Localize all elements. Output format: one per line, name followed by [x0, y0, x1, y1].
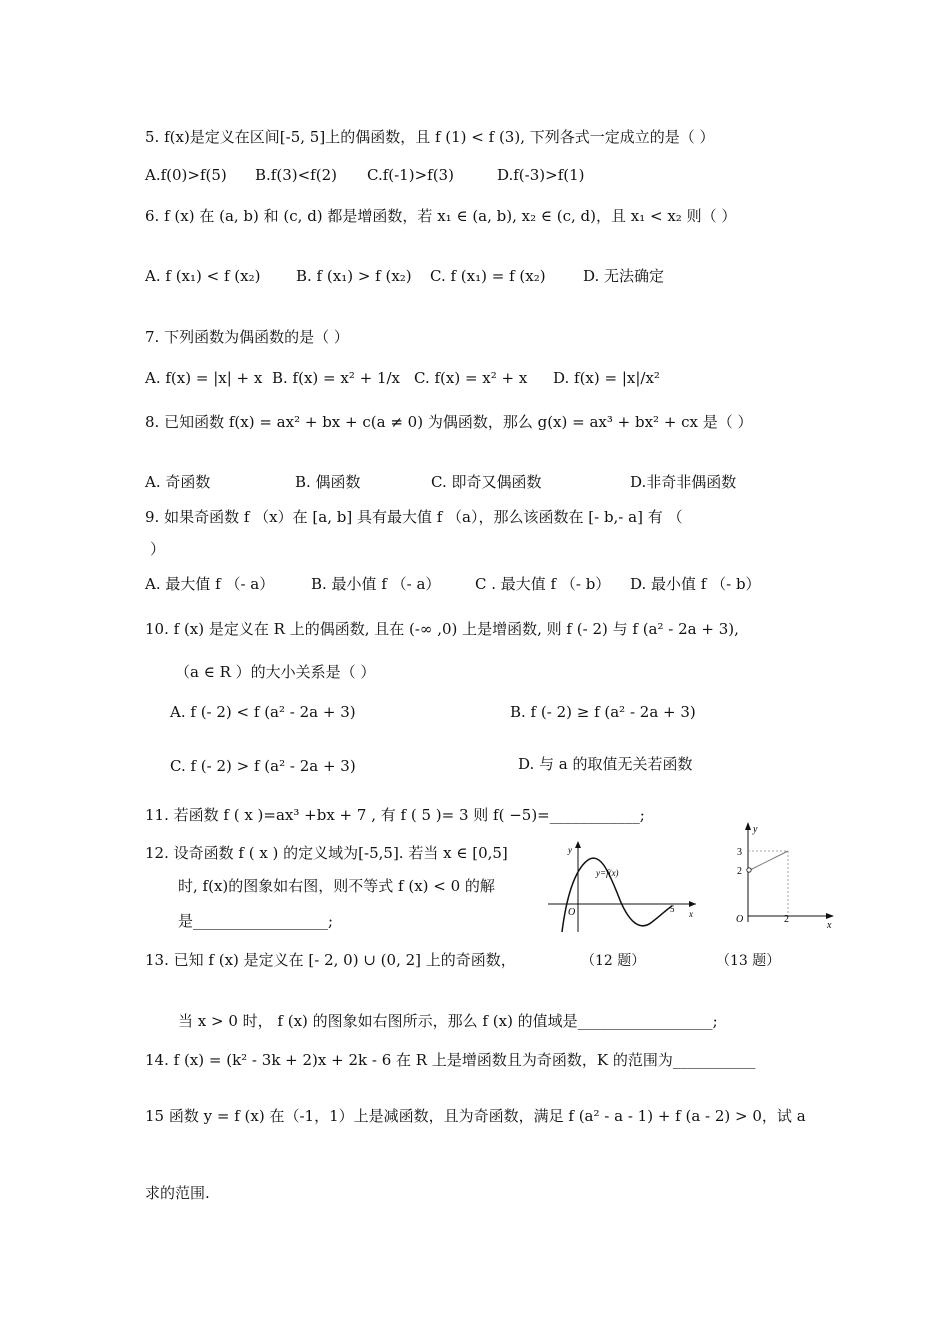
q10-option-a: A. f (- 2) < f (a² - 2a + 3) — [170, 703, 356, 721]
q5-stem: 5. f(x)是定义在区间[-5, 5]上的偶函数，且 f (1) < f (3), 下列各式一定成立的是（ ） — [145, 128, 715, 146]
q12-graph — [548, 840, 698, 935]
q8-option-b: B. 偶函数 — [295, 473, 361, 491]
q9-option-d: D. 最小值 f （- b） — [630, 575, 761, 593]
q15-stem-cont: 求的范围. — [145, 1184, 210, 1202]
q14-stem: 14. f (x) = (k² - 3k + 2)x + 2k - 6 在 R 上是增函数且为奇函数，K 的范围为___________ — [145, 1051, 756, 1069]
q6-option-d: D. 无法确定 — [583, 267, 665, 285]
q13-stem: 13. 已知 f (x) 是定义在 [- 2, 0) ∪ (0, 2] 上的奇函数， — [145, 951, 516, 969]
q9-option-c: C . 最大值 f （- b） — [475, 575, 611, 593]
q7-option-b: B. f(x) = x² + 1/x — [272, 369, 401, 387]
q9-option-b: B. 最小值 f （- a） — [311, 575, 441, 593]
q5-option-b: B.f(3)<f(2) — [255, 166, 337, 184]
q7-option-c: C. f(x) = x² + x — [414, 369, 528, 387]
q12-stem-cont: 时, f(x)的图象如右图，则不等式 f (x) < 0 的解 — [178, 877, 495, 895]
q5-option-c: C.f(-1)>f(3) — [367, 166, 454, 184]
q10-stem-cont: （a ∈ R ）的大小关系是（ ） — [175, 663, 376, 681]
q12-x-label: x — [689, 909, 693, 919]
q10-option-c: C. f (- 2) > f (a² - 2a + 3) — [170, 757, 356, 775]
q12-stem: 12. 设奇函数 f ( x ) 的定义域为[-5,5]. 若当 x ∈ [0,5] — [145, 844, 508, 862]
q13-y-label: y — [753, 824, 758, 835]
q13-x-label: x — [827, 920, 832, 928]
q9-stem-cont: ） — [150, 540, 166, 558]
q13-origin: O — [736, 914, 744, 925]
q15-stem: 15 函数 y = f (x) 在（-1，1）上是减函数，且为奇函数，满足 f (a² - a - 1) + f (a - 2) > 0，试 a — [145, 1107, 806, 1125]
q8-option-a: A. 奇函数 — [145, 473, 211, 491]
q6-option-b: B. f (x₁) > f (x₂) — [296, 267, 412, 285]
q13-caption: （13 题） — [716, 953, 781, 969]
q9-stem: 9. 如果奇函数 f （x）在 [a, b] 具有最大值 f （a），那么该函数在 [- b,- a] 有 （ — [145, 508, 683, 526]
q13-segment — [750, 851, 788, 870]
q12-curve-label: y=f(x) — [596, 868, 619, 878]
q10-stem: 10. f (x) 是定义在 R 上的偶函数, 且在 (-∞ ,0) 上是增函数, 则 f (- 2) 与 f (a² - 2a + 3), — [145, 620, 739, 638]
q12-origin: O — [568, 907, 576, 918]
q13-tick-2: 2 — [737, 866, 742, 877]
q13-tick-3: 3 — [737, 847, 742, 858]
q5-option-d: D.f(-3)>f(1) — [497, 166, 585, 184]
q13-stem-cont: 当 x > 0 时， f (x) 的图象如右图所示，那么 f (x) 的值域是__________________; — [178, 1012, 718, 1030]
q12-y-label: y — [568, 845, 572, 855]
q5-option-a: A.f(0)>f(5) — [145, 166, 227, 184]
q13-open-point — [747, 868, 751, 872]
q12-tick-5: 5 — [670, 904, 675, 914]
q6-option-a: A. f (x₁) < f (x₂) — [145, 267, 261, 285]
q10-option-d: D. 与 a 的取值无关若函数 — [518, 755, 693, 773]
q13-graph — [728, 818, 838, 928]
q12-answer-blank: 是__________________; — [178, 912, 334, 930]
q13-x-tick-2: 2 — [784, 914, 789, 925]
q9-option-a: A. 最大值 f （- a） — [145, 575, 275, 593]
q6-option-c: C. f (x₁) = f (x₂) — [430, 267, 546, 285]
q11-stem: 11. 若函数 f ( x )=ax³ +bx + 7 , 有 f ( 5 )= 3 则 f( −5)=____________; — [145, 806, 645, 824]
q8-option-d: D.非奇非偶函数 — [630, 473, 737, 491]
q8-stem: 8. 已知函数 f(x) = ax² + bx + c(a ≠ 0) 为偶函数，那么 g(x) = ax³ + bx² + cx 是（ ） — [145, 413, 753, 431]
q7-option-a: A. f(x) = |x| + x — [145, 369, 263, 387]
q6-stem: 6. f (x) 在 (a, b) 和 (c, d) 都是增函数，若 x₁ ∈ (a, b), x₂ ∈ (c, d)，且 x₁ < x₂ 则（ ） — [145, 207, 737, 225]
q12-caption: （12 题） — [581, 953, 646, 969]
q7-option-d: D. f(x) = |x|/x² — [553, 369, 660, 387]
q8-option-c: C. 即奇又偶函数 — [431, 473, 542, 491]
q10-option-b: B. f (- 2) ≥ f (a² - 2a + 3) — [510, 703, 696, 721]
q7-stem: 7. 下列函数为偶函数的是（ ） — [145, 328, 349, 346]
